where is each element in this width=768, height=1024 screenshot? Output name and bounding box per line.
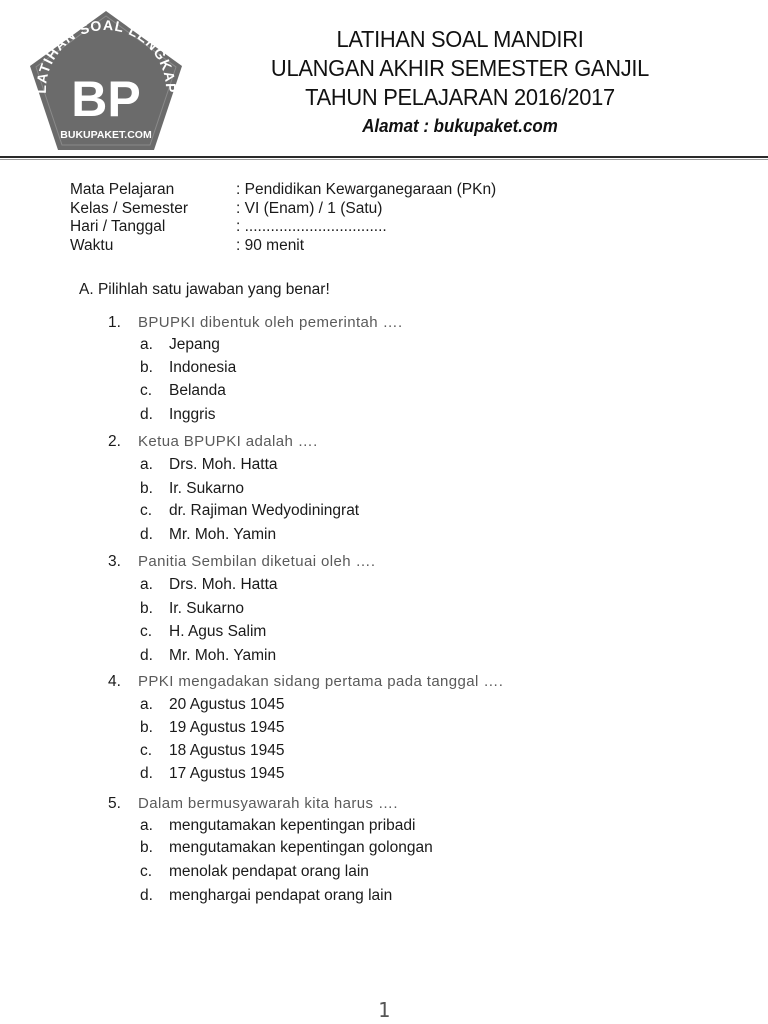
option-letter: b. [140,600,153,617]
info-label: Mata Pelajaran [70,181,175,198]
option-letter: a. [140,576,153,593]
option-letter: a. [140,456,153,473]
option-text: Ir. Sukarno [169,480,244,497]
option-letter: c. [140,742,153,759]
option-letter: c. [140,382,153,399]
option-text: 20 Agustus 1045 [169,696,285,713]
info-value: : Pendidikan Kewarganegaraan (PKn) [236,181,497,198]
option-text: menolak pendapat orang lain [169,863,369,880]
option-text: Ir. Sukarno [169,600,244,617]
question-number: 2. [108,433,121,450]
option-letter: c. [140,502,153,519]
info-value: : ................................. [236,218,387,235]
header-divider-thin [0,159,768,160]
option-text: Drs. Moh. Hatta [169,456,278,473]
option-text: Indonesia [169,359,237,376]
question-number: 4. [108,673,121,690]
info-value: : 90 menit [236,236,305,254]
header-year: TAHUN PELAJARAN 2016/2017 [305,84,615,110]
question-number: 3. [108,553,121,570]
section-title: A. Pilihlah satu jawaban yang benar! [79,281,330,298]
option-letter: d. [140,526,153,543]
option-letter: d. [140,765,153,782]
question-text: PPKI mengadakan sidang pertama pada tanggal …. [138,673,504,690]
option-letter: a. [140,336,153,353]
option-letter: b. [140,359,153,376]
question-text: Panitia Sembilan diketuai oleh …. [138,553,376,570]
info-row-class [70,200,496,219]
header-title: LATIHAN SOAL MANDIRI [336,26,584,52]
option-text: Drs. Moh. Hatta [169,576,278,593]
option-text: Mr. Moh. Yamin [169,647,277,664]
info-value: : VI (Enam) / 1 (Satu) [236,199,383,217]
option-text: Belanda [169,382,226,399]
option-text: H. Agus Salim [169,623,267,640]
option-text: Inggris [169,406,216,423]
bp-logo [26,8,186,154]
option-letter: b. [140,480,153,497]
document-header [240,25,680,137]
question-number: 5. [108,795,121,812]
option-text: 18 Agustus 1945 [169,742,285,759]
exam-info [70,181,496,255]
option-text: menghargai pendapat orang lain [169,887,393,904]
option-letter: c. [140,623,153,640]
logo-site-text: BUKUPAKET.COM [60,129,152,141]
option-text: dr. Rajiman Wedyodiningrat [169,502,360,519]
option-letter: d. [140,406,153,423]
page-number: 1 [377,998,391,1022]
question-text: Dalam bermusyawarah kita harus …. [138,795,398,812]
option-letter: a. [140,696,153,713]
info-row-subject [70,181,496,200]
info-row-time [70,237,496,256]
logo-arc-text: LATIHAN SOAL LENGKAP [32,16,180,94]
option-text: 19 Agustus 1945 [169,719,285,736]
info-row-date [70,218,496,237]
question-number: 1. [108,314,121,331]
option-letter: b. [140,839,153,856]
header-exam: ULANGAN AKHIR SEMESTER GANJIL [270,55,650,81]
option-letter: d. [140,887,153,904]
option-letter: a. [140,817,153,834]
option-letter: c. [140,863,153,880]
option-text: Mr. Moh. Yamin [169,526,277,543]
option-text: Jepang [169,336,220,353]
logo-monogram: BP [71,71,141,127]
option-text: mengutamakan kepentingan pribadi [169,817,416,834]
info-label: Kelas / Semester [70,199,189,217]
option-text: mengutamakan kepentingan golongan [169,839,433,856]
option-text: 17 Agustus 1945 [169,765,285,782]
question-text: Ketua BPUPKI adalah …. [138,433,318,450]
option-letter: b. [140,719,153,736]
info-label: Hari / Tanggal [70,218,166,235]
option-letter: d. [140,647,153,664]
header-divider [0,156,768,158]
info-label: Waktu [70,236,114,254]
header-address: Alamat : bukupaket.com [362,116,558,136]
question-text: BPUPKI dibentuk oleh pemerintah …. [138,314,403,331]
